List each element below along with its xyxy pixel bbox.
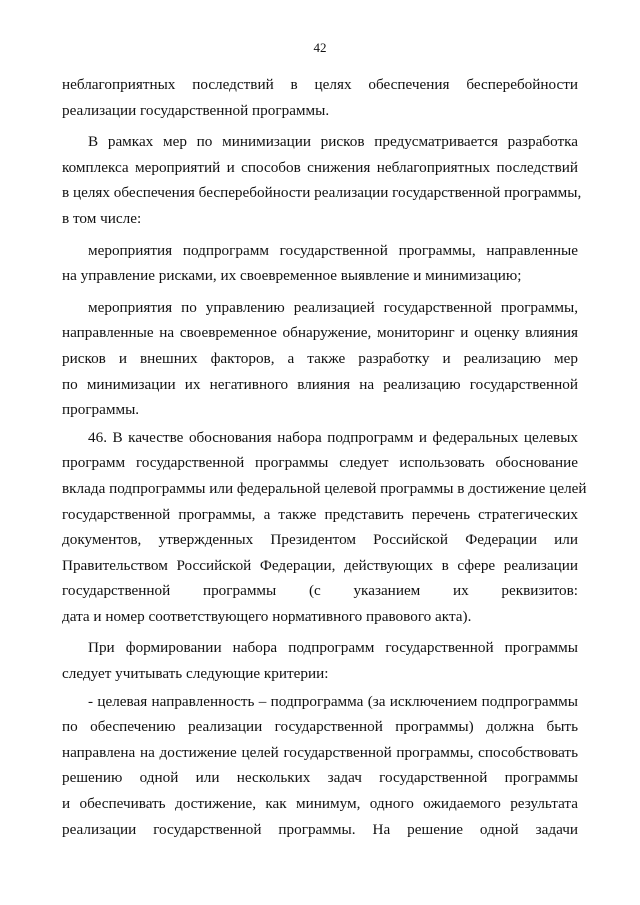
text-line: документов, утвержденных Президентом Российской Федерации или [62, 531, 578, 549]
paragraph [62, 635, 578, 686]
text-line: в том числе: [62, 209, 142, 227]
text-line: рисков и внешних факторов, а также разработку и реализацию мер [62, 349, 578, 367]
document-body [62, 72, 587, 842]
text-line: государственной программы, а также представить перечень стратегических [62, 505, 578, 523]
text-line: мероприятия подпрограмм государственной программы, направленные [88, 241, 578, 259]
text-line: направлена на достижение целей государственной программы, способствовать [62, 743, 578, 761]
text-line: вклада подпрограммы или федеральной целевой программы в достижение целей [62, 479, 587, 497]
text-line: - целевая направленность – подпрограмма (за исключением подпрограммы [88, 692, 578, 710]
paragraph [62, 72, 578, 123]
text-line: следует учитывать следующие критерии: [62, 665, 329, 683]
text-line: дата и номер соответствующего нормативного правового акта). [62, 607, 472, 625]
text-line: комплекса мероприятий и способов снижения неблагоприятных последствий [62, 158, 578, 176]
text-line: программы. [62, 401, 140, 419]
paragraph [62, 238, 578, 289]
text-line: программ государственной программы следует использовать обоснование [62, 454, 578, 472]
text-line: реализации государственной программы. [62, 101, 330, 119]
text-line: на управление рисками, их своевременное выявление и минимизацию; [62, 267, 522, 285]
text-line: в целях обеспечения бесперебойности реализации государственной программы, [62, 184, 582, 202]
text-line: В рамках мер по минимизации рисков предусматривается разработка [88, 133, 578, 151]
page-number: 42 [313, 40, 327, 55]
paragraph [62, 689, 578, 843]
text-line: 46. В качестве обоснования набора подпрограмм и федеральных целевых [88, 428, 578, 446]
text-line: Правительством Российской Федерации, действующих в сфере реализации [62, 556, 578, 574]
text-line: государственной программы (с указанием их реквизитов: [62, 582, 578, 600]
text-line: мероприятия по управлению реализацией государственной программы, [88, 298, 578, 316]
text-line: При формировании набора подпрограмм государственной программы [88, 639, 578, 657]
text-line: неблагоприятных последствий в целях обеспечения бесперебойности [62, 76, 578, 93]
paragraph [62, 425, 587, 630]
text-line: реализации государственной программы. На решение одной задачи [62, 820, 578, 838]
paragraph [62, 295, 578, 423]
text-line: направленные на своевременное обнаружение, мониторинг и оценку влияния [62, 324, 578, 342]
text-line: по минимизации их негативного влияния на реализацию государственной [62, 375, 578, 393]
text-line: и обеспечивать достижение, как минимум, одного ожидаемого результата [62, 795, 578, 813]
paragraph [62, 129, 582, 231]
text-line: по обеспечению реализации государственной программы) должна быть [62, 718, 578, 736]
text-line: решению одной или нескольких задач государственной программы [62, 769, 578, 787]
